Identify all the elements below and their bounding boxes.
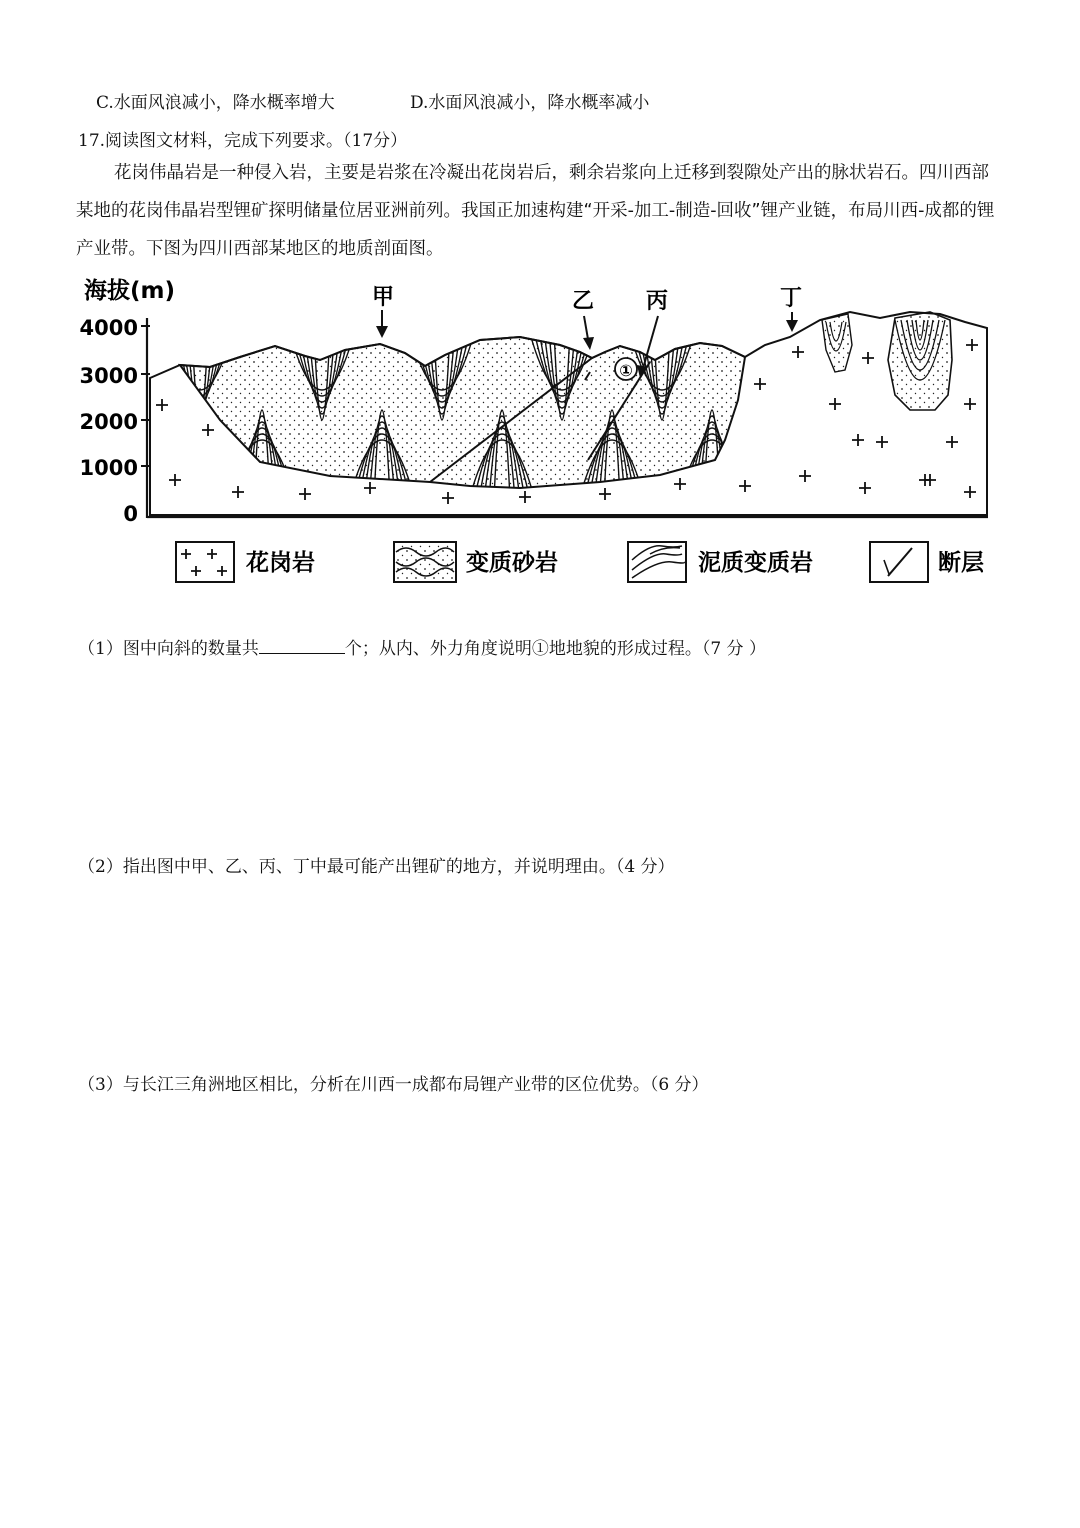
sub-question-2: （2）指出图中甲、乙、丙、丁中最可能产出锂矿的地方，并说明理由。（4 分） (78, 857, 675, 877)
question-header: 17.阅读图文材料，完成下列要求。（17分） (78, 131, 408, 151)
marker-jia (372, 285, 394, 338)
y-tick-3000: 3000 (79, 364, 138, 388)
marker-yi (572, 289, 594, 350)
svg-text:丁: 丁 (780, 286, 803, 311)
sub-question-1-post: 个；从内、外力角度说明①地地貌的形成过程。（7 分 ） (344, 639, 766, 659)
y-axis-label: 海拔(m) (84, 278, 175, 304)
legend-argillaceous-metamorphic (628, 542, 813, 582)
legend (176, 542, 984, 582)
sub-question-1-pre: （1）图中向斜的数量共 (78, 639, 259, 659)
y-tick-4000: 4000 (79, 316, 138, 340)
sub-question-1 (78, 634, 766, 659)
y-tick-1000: 1000 (79, 456, 138, 480)
option-d: D.水面风浪减小，降水概率减小 (410, 93, 650, 113)
legend-granite (176, 542, 315, 582)
material-text: 花岗伟晶岩是一种侵入岩，主要是岩浆在冷凝出花岗岩后，剩余岩浆向上迁移到裂隙处产出的脉状岩石。四川西部某地的花岗伟晶岩型锂矿探明储量位居亚洲前列。我国正加速构建“开采-加工-制造-回收”锂产业链，布局川西-成都的锂产业带。下图为四川西部某地区的地质剖面图。 (76, 163, 995, 259)
sub-question-3: （3）与长江三角洲地区相比，分析在川西一成都布局锂产业带的区位优势。（6 分） (78, 1075, 709, 1095)
svg-text:花岗岩: 花岗岩 (246, 550, 315, 576)
svg-text:泥质变质岩: 泥质变质岩 (698, 550, 813, 576)
y-tick-0: 0 (123, 502, 138, 526)
legend-fault (870, 542, 984, 582)
svg-text:丙: 丙 (646, 289, 669, 314)
svg-text:①: ① (619, 361, 633, 380)
marker-ding (780, 286, 802, 332)
geologic-cross-section (0, 270, 1080, 600)
marker-circle-1 (615, 358, 637, 380)
svg-text:变质砂岩: 变质砂岩 (466, 550, 558, 576)
svg-text:甲: 甲 (372, 285, 395, 310)
svg-text:断层: 断层 (938, 550, 984, 576)
material-paragraph (76, 154, 1006, 268)
option-c: C.水面风浪减小，降水概率增大 (96, 93, 335, 113)
legend-metasandstone (394, 542, 558, 582)
answer-blank[interactable] (259, 637, 345, 654)
y-tick-2000: 2000 (79, 410, 138, 434)
svg-text:乙: 乙 (572, 289, 595, 314)
